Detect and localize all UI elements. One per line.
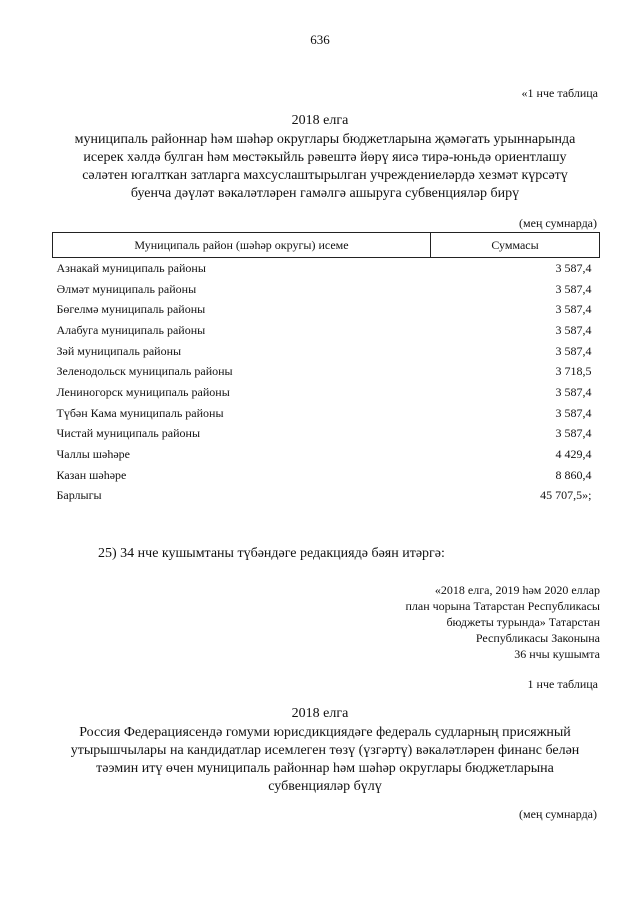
units-note: (мең сумнарда) (519, 807, 597, 821)
amount-value: 3 587,4 (555, 384, 592, 399)
table-total-row (53, 486, 600, 507)
municipality-name: Чистай муниципаль районы (56, 426, 201, 441)
total-amount: 45 707,5»; (540, 488, 592, 503)
amount-value: 3 587,4 (555, 260, 592, 275)
units-note: (мең сумнарда) (519, 216, 597, 230)
amount-value: 3 587,4 (555, 405, 592, 420)
table-row (53, 361, 600, 382)
municipality-name: Чаллы шәһәре (56, 447, 130, 462)
amount-value: 3 587,4 (555, 322, 592, 337)
section-year: 2018 елга (291, 706, 349, 721)
total-label: Барлыгы (56, 488, 102, 503)
municipality-name: Әлмәт муниципаль районы (56, 281, 197, 296)
title-line: муниципаль районнар һәм шәһәр округлары бюджетларына җәмәгать урыннарында (74, 132, 576, 147)
title-line: Россия Федерациясендә гомуми юрисдикциядәге федераль судларның присяжный (79, 725, 571, 740)
reference-line: план чорына Татарстан Республикасы (405, 599, 600, 613)
table-row (53, 320, 600, 341)
table-row (53, 279, 600, 300)
page-number: 636 (310, 32, 330, 47)
amount-value: 3 587,4 (555, 281, 592, 296)
municipality-name: Алабуга муниципаль районы (56, 322, 206, 337)
title-line: исерек хәлдә булган һәм мөстәкыйль рәвештә йөрү яисә тирә-юньдә ориентлашу (83, 150, 567, 165)
amount-value: 3 587,4 (555, 343, 592, 358)
table-row (53, 465, 600, 486)
amount-value: 3 587,4 (555, 302, 592, 317)
title-line: сәләтен югалткан затларга махсуслаштырылган учреждениеләрдә хезмәт күрсәтү (82, 168, 568, 183)
law-reference-block (340, 582, 600, 662)
title-line: буенча дәүләт вәкаләтләрен гамәлгә ашыруга субвенцияләр бирү (130, 186, 520, 201)
table-row (53, 341, 600, 362)
amount-value: 4 429,4 (555, 447, 592, 462)
section-title (40, 131, 610, 203)
reference-line: 36 нчы кушымта (514, 647, 600, 661)
municipality-name: Зәй муниципаль районы (56, 343, 182, 358)
reference-line: «2018 елга, 2019 һәм 2020 еллар (434, 583, 600, 597)
amount-value: 8 860,4 (555, 467, 592, 482)
section-title (40, 724, 610, 796)
amendment-paragraph: 25) 34 нче кушымтаны түбәндәге редакциядә бәян итәргә: (98, 546, 445, 561)
column-header-amount: Суммасы (431, 233, 600, 258)
municipality-name: Азнакай муниципаль районы (56, 260, 206, 275)
municipality-name: Бөгелмә муниципаль районы (56, 302, 206, 317)
table-row (53, 424, 600, 445)
table-row (53, 258, 600, 279)
table-row (53, 299, 600, 320)
table-reference: «1 нче таблица (521, 86, 598, 100)
municipality-name: Лениногорск муниципаль районы (56, 384, 230, 399)
title-line: субвенцияләр бүлү (268, 779, 382, 794)
table-row (53, 444, 600, 465)
section-year: 2018 елга (291, 113, 349, 128)
amount-value: 3 587,4 (555, 426, 592, 441)
municipality-name: Зеленодольск муниципаль районы (56, 364, 233, 379)
title-line: тәэмин итү өчен муниципаль районнар һәм шәһәр округлары бюджетларына (96, 761, 554, 776)
municipality-name: Түбән Кама муниципаль районы (56, 405, 224, 420)
municipality-name: Казан шәһәре (56, 467, 127, 482)
reference-line: Республикасы Законына (475, 631, 600, 645)
table-reference: 1 нче таблица (527, 677, 598, 691)
table-row (53, 403, 600, 424)
table-row (53, 382, 600, 403)
title-line: утырышчылары на кандидатлар исемлеген төзү (үзгәртү) вәкаләтләрен финанс белән (70, 743, 580, 758)
table-header-row (53, 233, 600, 258)
amount-value: 3 718,5 (555, 364, 592, 379)
column-header-name: Муниципаль район (шәһәр округы) исеме (53, 233, 431, 258)
reference-line: бюджеты турында» Татарстан (446, 615, 600, 629)
subvention-table (52, 232, 600, 506)
